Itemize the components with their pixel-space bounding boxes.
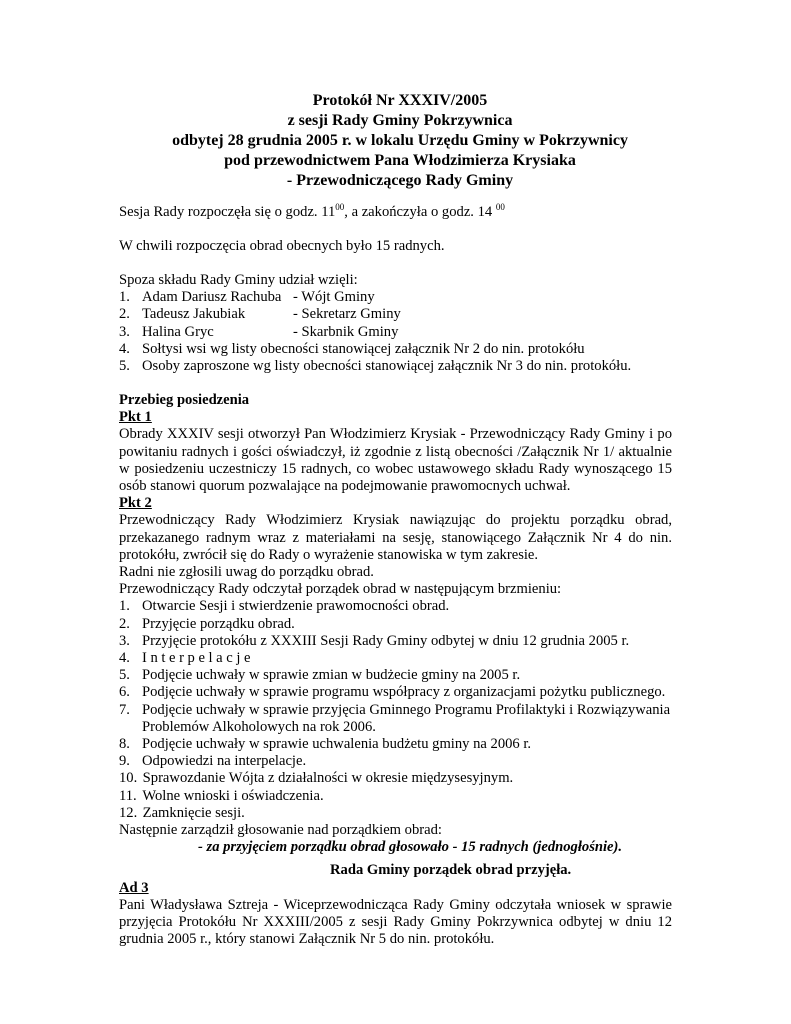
- title-line-3: odbytej 28 grudnia 2005 r. w lokalu Urzędu Gminy w Pokrzywnicy: [172, 132, 628, 149]
- participant-item: 3. Halina Gryc - Skarbnik Gminy: [119, 323, 399, 340]
- session-times: [119, 204, 672, 221]
- pkt2-line: Radni nie zgłosili uwag do porządku obrad.: [119, 564, 374, 581]
- pkt2-line: przekazanego radnym wraz z materiałami na sesję, stanowiącego Załącznik Nr 4 do nin.: [119, 529, 672, 546]
- pkt1-line: Obrady XXXIV sesji otworzył Pan Włodzimierz Krysiak - Przewodniczący Rady Gminy i po: [119, 426, 672, 443]
- agenda-item: 5. Podjęcie uchwały w sprawie zmian w budżecie gminy na 2005 r.: [119, 667, 521, 684]
- document-title: [100, 91, 700, 191]
- pkt2-line: protokółu, zwrócił się do Rady o wyrażenie stanowiska w tym zakresie.: [119, 546, 539, 563]
- title-line-5: - Przewodniczącego Rady Gminy: [286, 172, 514, 189]
- participant-item: 2. Tadeusz Jakubiak - Sekretarz Gminy: [119, 306, 401, 323]
- proceedings-heading: Przebieg posiedzenia: [119, 392, 250, 408]
- agenda-item: 6. Podjęcie uchwały w sprawie programu współpracy z organizacjami pożytku publicznego.: [119, 684, 666, 701]
- participant-item: 1. Adam Dariusz Rachuba - Wójt Gminy: [119, 289, 375, 306]
- participant-item: 4. Sołtysi wsi wg listy obecności stanowiącej załącznik Nr 2 do nin. protokółu: [119, 340, 585, 357]
- pkt2-line: Przewodniczący Rady Włodzimierz Krysiak nawiązując do projektu porządku obrad,: [119, 512, 672, 529]
- agenda-item: 8. Podjęcie uchwały w sprawie uchwalenia budżetu gminy na 2006 r.: [119, 736, 532, 753]
- agenda-item: 2. Przyjęcie porządku obrad.: [119, 615, 295, 632]
- session-end-text: , a zakończyła o godz. 14: [344, 204, 496, 220]
- ad3-heading: Ad 3: [119, 879, 149, 896]
- ad3-line: Pani Władysława Sztreja - Wiceprzewodnicząca Rady Gminy odczytała wniosek w sprawie: [119, 896, 672, 913]
- agenda-item: 10. Sprawozdanie Wójta z działalności w okresie międzysesyjnym.: [119, 770, 514, 787]
- pkt1-heading: Pkt 1: [119, 409, 152, 426]
- title-line-2: z sesji Rady Gminy Pokrzywnica: [287, 112, 513, 129]
- agenda-item: 12. Zamknięcie sesji.: [119, 804, 245, 821]
- outside-participants: [119, 272, 672, 375]
- ad3-line: grudnia 2005 r., który stanowi Załącznik Nr 5 do nin. protokółu.: [119, 931, 495, 948]
- session-start-text: Sesja Rady rozpoczęła się o godz. 11: [119, 204, 336, 220]
- outside-intro: Spoza składu Rady Gminy udział wzięli:: [119, 272, 358, 288]
- vote-intro: Następnie zarządził głosowanie nad porządkiem obrad:: [119, 822, 442, 839]
- proceedings-section: [119, 392, 672, 949]
- title-line-1: Protokół Nr XXXIV/2005: [312, 92, 488, 109]
- pkt2-line: Przewodniczący Rady odczytał porządek obrad w następującym brzmieniu:: [119, 581, 562, 598]
- session-start-sup: 00: [335, 202, 345, 213]
- pkt1-line: osób stanowi quorum pozwalające na podejmowanie prawomocnych uchwał.: [119, 478, 571, 495]
- attendance-line: W chwili rozpoczęcia obrad obecnych było 15 radnych.: [119, 238, 445, 254]
- agenda-accepted: Rada Gminy porządek obrad przyjęła.: [330, 862, 572, 879]
- agenda-item: 4. Interpelacje: [119, 650, 255, 667]
- ad3-line: przyjęcia Protokółu Nr XXXIII/2005 z sesji Rady Gminy Pokrzywnica odbytej w dniu 12: [119, 914, 672, 931]
- agenda-item: 11. Wolne wnioski i oświadczenia.: [119, 787, 324, 804]
- attendance-text: [119, 238, 672, 255]
- pkt2-heading: Pkt 2: [119, 495, 152, 512]
- agenda-item: 1. Otwarcie Sesji i stwierdzenie prawomocności obrad.: [119, 598, 450, 615]
- agenda-item: 9. Odpowiedzi na interpelacje.: [119, 753, 307, 770]
- title-line-4: pod przewodnictwem Pana Włodzimierza Krysiaka: [224, 152, 576, 169]
- pkt1-line: powitaniu radnych i gości oświadczył, iż zgodnie z listą obecności /Załącznik Nr 1/ aktualnie: [119, 443, 672, 460]
- session-end-sup: 00: [495, 202, 505, 213]
- pkt1-line: w posiedzeniu uczestniczy 15 radnych, co wobec ustawowego składu Rady wynoszącego 15: [119, 460, 672, 477]
- agenda-item: 3. Przyjęcie protokółu z XXXIII Sesji Rady Gminy odbytej w dniu 12 grudnia 2005 r.: [119, 632, 630, 649]
- participant-item: 5. Osoby zaproszone wg listy obecności stanowiącej załącznik Nr 3 do nin. protokółu.: [119, 358, 632, 375]
- agenda-item: Problemów Alkoholowych na rok 2006.: [142, 718, 376, 735]
- agenda-item: 7. Podjęcie uchwały w sprawie przyjęcia Gminnego Programu Profilaktyki i Rozwiązywania: [119, 701, 671, 718]
- vote-result: - za przyjęciem porządku obrad głosowało - 15 radnych (jednogłośnie).: [198, 839, 623, 856]
